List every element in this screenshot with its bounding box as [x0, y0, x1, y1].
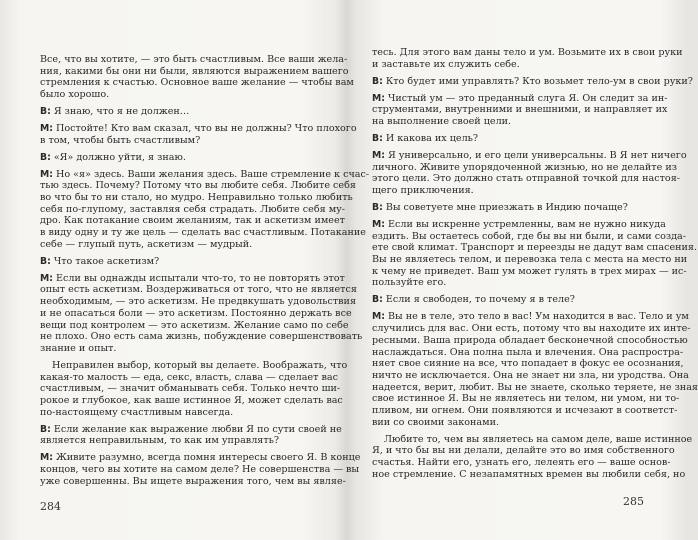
line-text: Если желание как выражение любви Я по сути своей не — [53, 423, 342, 435]
line-text: не плохо. Оно есть сама жизнь, побуждение совершенствовать — [40, 331, 363, 343]
text-paragraph — [40, 359, 348, 418]
line-text: ресными. Ваша природа обладает бесконечной способностью — [372, 334, 688, 346]
text-line — [372, 393, 680, 405]
line-text: Вы не являетесь телом, и перевозка тела с места на место ни — [372, 254, 688, 266]
line-text: какая-то малость — еда, секс, власть, слава — сделает вас — [40, 371, 338, 383]
dialogue-paragraph — [40, 452, 361, 487]
line-text: Все, что вы хотите, — это быть счастливым. Все ваши жела- — [40, 54, 348, 65]
line-text: ездить. Вы остаетесь собой, где бы вы ни были, и сами созда- — [372, 230, 686, 242]
text-line — [40, 152, 312, 164]
line-text: вии со своими законами. — [372, 416, 500, 428]
line-text: ете свой климат. Транспорт и переезды не дадут вам спасения. — [372, 242, 698, 254]
text-line — [40, 331, 363, 343]
text-line — [40, 239, 312, 251]
text-line — [372, 202, 644, 214]
line-text: пользуйте его. — [372, 277, 447, 289]
line-text: струментами, внутренними и внешними, и направляет их — [372, 104, 668, 116]
line-text: щего приключения. — [372, 185, 474, 197]
line-text: Неправилен выбор, который вы делаете. Воображать, что — [52, 359, 348, 371]
line-text: необходимым, — это аскетизм. Не предвкушать удовольствия — [40, 296, 357, 308]
line-text: стремления к счастью. Основное ваше желание — чтобы вам — [40, 77, 354, 89]
text-line — [40, 256, 312, 268]
text-paragraph — [372, 433, 693, 481]
line-text: себя по-глупому, заставляя себя страдать. Любите себя му- — [40, 203, 346, 215]
line-text: няет свое сияние на все, что попадает в фокус ее осознания, — [372, 358, 684, 370]
text-line — [40, 54, 348, 66]
text-line — [372, 334, 688, 347]
line-text: Что такое аскетизм? — [53, 255, 160, 267]
speaker-label: М: — [372, 150, 385, 161]
line-text: Я, и что бы вы ни делали, делайте это во имя собственного — [372, 445, 675, 457]
text-line — [40, 123, 357, 135]
line-text: Я универсально, и его цели универсальны. В Я нет ничего — [387, 150, 687, 161]
text-line — [372, 150, 687, 162]
text-line — [40, 272, 345, 285]
line-text: И какова их цель? — [385, 133, 479, 145]
dialogue-paragraph — [40, 168, 370, 251]
text-line — [40, 423, 342, 436]
line-text: тесь. Для этого вам даны тело и ум. Возьмите их в свои руки — [372, 47, 683, 58]
line-text: ния, какими бы они ни были, являются выражением вашего — [40, 65, 349, 77]
text-line — [372, 277, 644, 289]
line-text: Вы советуете мне приезжать в Индию почаще? — [385, 202, 628, 214]
line-text: и заставьте их служить себе. — [372, 58, 520, 70]
dialogue-paragraph — [372, 150, 687, 197]
text-line — [372, 173, 680, 185]
text-line — [372, 219, 666, 231]
line-text: концов, чего вы хотите на самом деле? Не совершенства — вы — [40, 463, 360, 475]
text-line — [40, 65, 349, 78]
text-line — [372, 417, 644, 429]
text-paragraph — [40, 54, 354, 101]
line-text: является неправильным, то как им управлять? — [40, 435, 280, 447]
line-text: ное стремление. С незапамятных времен вы любили себя, но — [372, 468, 686, 480]
text-line — [40, 203, 346, 216]
text-paragraph — [372, 47, 683, 70]
line-text: по-настоящему счастливым навсегда. — [40, 406, 234, 418]
text-line — [372, 323, 691, 335]
text-line — [40, 89, 312, 101]
speaker-label: М: — [40, 272, 53, 284]
line-text: Но «я» здесь. Ваши желания здесь. Ваше стремление к счас- — [55, 168, 370, 180]
dialogue-paragraph — [372, 92, 668, 128]
line-text: Если я свободен, то почему я в теле? — [385, 294, 575, 306]
text-line — [40, 383, 341, 395]
speaker-label: В: — [40, 255, 51, 267]
line-text: счастья. Найти его, узнать его, лелеять его — ваше основ- — [372, 456, 671, 468]
dialogue-paragraph — [40, 272, 363, 355]
line-text: Вы не в теле, это тело в вас! Ум находится в вас. Тело и ум — [387, 311, 689, 323]
line-text: знание и опыт. — [40, 342, 117, 354]
speaker-label: М: — [372, 311, 385, 323]
text-line — [40, 435, 312, 447]
text-line — [40, 319, 349, 332]
text-line — [372, 433, 693, 446]
line-text: Живите разумно, всегда помня интересы своего Я. В конце — [55, 452, 361, 464]
line-text: на выполнение своей цели. — [372, 116, 512, 128]
line-text: Чистый ум — это преданный слуга Я. Он следит за ин- — [387, 92, 668, 104]
text-line — [372, 445, 675, 457]
text-line — [372, 92, 668, 105]
text-line — [372, 59, 644, 71]
text-line — [372, 265, 687, 278]
text-line — [372, 456, 671, 469]
text-line — [372, 185, 644, 197]
line-text: случились для вас. Они есть, потому что вы находите их инте- — [372, 323, 691, 335]
text-line — [40, 307, 352, 320]
line-text: в виду одну и ту же цель — сделать вас счастливым. Потакание — [40, 227, 366, 239]
dialogue-paragraph — [372, 133, 644, 145]
dialogue-paragraph — [372, 202, 644, 214]
line-text: свое истинное Я. Вы не являетесь ни телом, ни умом, ни то- — [372, 393, 680, 405]
text-line — [40, 394, 343, 407]
text-line — [40, 296, 357, 308]
text-line — [40, 371, 338, 384]
line-text: было хорошо. — [40, 89, 110, 101]
text-line — [40, 106, 312, 118]
line-text: Если вы искренне устремленны, вам не нужно никуда — [387, 219, 666, 231]
text-line — [40, 180, 356, 192]
dialogue-paragraph — [40, 423, 342, 447]
line-text: личного. Живите упорядоченной жизнью, но не делайте из — [372, 161, 677, 173]
speaker-label: В: — [40, 423, 51, 435]
line-text: Любите то, чем вы являетесь на самом деле, ваше истинное — [384, 433, 693, 445]
line-text: надеется, верит, любит. Вы не знаете, сколько теряете, не зная — [372, 381, 698, 393]
text-line — [372, 404, 678, 417]
dialogue-paragraph — [40, 152, 312, 164]
line-text: рокое и глубокое, как ваше истинное Я, может сделать вас — [40, 394, 343, 406]
text-line — [372, 358, 684, 370]
text-line — [40, 227, 366, 239]
dialogue-paragraph — [372, 294, 644, 306]
speaker-label: В: — [372, 75, 383, 87]
line-text: в том, чтобы быть счастливым? — [40, 134, 201, 146]
text-line — [372, 346, 684, 359]
text-line — [372, 311, 689, 323]
dialogue-paragraph — [40, 256, 312, 268]
text-line — [40, 135, 312, 147]
speaker-label: М: — [40, 452, 53, 464]
line-text: во что бы то ни стало, но мудро. Неправильно только любить — [40, 192, 353, 204]
text-line — [372, 133, 644, 145]
text-line — [372, 104, 668, 116]
speaker-label: М: — [372, 92, 385, 104]
right-page-text — [372, 47, 698, 486]
text-line — [40, 77, 354, 89]
line-text: наслаждаться. Она полна пыла и влечения. Она распростра- — [372, 346, 684, 358]
text-line — [40, 452, 361, 464]
dialogue-paragraph — [40, 106, 312, 118]
line-text: вещи под контролем — это аскетизм. Желание само по себе — [40, 319, 349, 331]
text-line — [372, 294, 644, 306]
speaker-label: М: — [40, 168, 53, 180]
text-line — [40, 475, 346, 488]
dialogue-paragraph — [40, 123, 357, 146]
text-line — [372, 242, 698, 254]
text-line — [372, 381, 698, 394]
text-line — [40, 192, 353, 204]
line-text: Если вы однажды испытали что-то, то не повторять этот — [55, 272, 345, 284]
line-text: дро. Как потакание своим желаниям, так и аскетизм имеет — [40, 215, 345, 227]
page-number-right: 285 — [623, 495, 644, 508]
text-line — [372, 230, 686, 243]
line-text: Постойте! Кто вам сказал, что вы не должны? Что плохого — [55, 123, 357, 135]
line-text: счастливым, — значит обманывать себя. Только нечто ши- — [40, 383, 341, 395]
speaker-label: М: — [40, 123, 53, 135]
text-line — [372, 468, 686, 481]
speaker-label: В: — [372, 294, 383, 306]
line-text: Кто будет ими управлять? Кто возьмет тело-ум в свои руки? — [385, 75, 693, 87]
text-line — [40, 168, 370, 181]
text-line — [372, 75, 693, 88]
dialogue-paragraph — [372, 311, 698, 428]
text-line — [40, 215, 345, 227]
dialogue-paragraph — [372, 75, 693, 88]
speaker-label: В: — [372, 133, 383, 145]
line-text: этого цели. Это должно стать отправной точкой для настоя- — [372, 173, 680, 185]
text-line — [40, 463, 360, 476]
speaker-label: В: — [372, 202, 383, 214]
text-line — [372, 116, 644, 128]
speaker-label: В: — [40, 151, 51, 163]
line-text: Я знаю, что я не должен… — [53, 106, 190, 118]
line-text: уже совершенны. Вы ищете выражения того, чем вы являе- — [40, 475, 346, 487]
text-line — [40, 284, 357, 296]
line-text: «Я» должно уйти, я знаю. — [53, 151, 186, 163]
speaker-label: М: — [372, 219, 385, 231]
line-text: пливом, ни огнем. Они появляются и исчезают в соответст- — [372, 404, 678, 416]
line-text: к чему не приведет. Ваш ум может гулять в трех мирах — ис- — [372, 265, 687, 277]
page-number-left: 284 — [40, 500, 61, 513]
text-line — [372, 369, 689, 382]
line-text: и не опасаться боли — это аскетизм. Постоянно держать все — [40, 307, 352, 319]
line-text: тью здесь. Почему? Потому что вы любите себя. Любите себя — [40, 180, 356, 192]
text-line — [40, 359, 348, 372]
left-page-text — [40, 54, 370, 493]
speaker-label: В: — [40, 106, 51, 118]
text-line — [372, 254, 688, 266]
text-line — [40, 407, 312, 419]
dialogue-paragraph — [372, 219, 698, 289]
text-line — [40, 343, 312, 355]
text-line — [372, 47, 683, 59]
line-text: себе — глупый путь, аскетизм — мудрый. — [40, 238, 253, 250]
text-line — [372, 161, 677, 174]
line-text: ничто не исключается. Она не знает ни зла, ни уродства. Она — [372, 369, 689, 381]
line-text: опыт есть аскетизм. Воздерживаться от того, что не является — [40, 284, 357, 296]
